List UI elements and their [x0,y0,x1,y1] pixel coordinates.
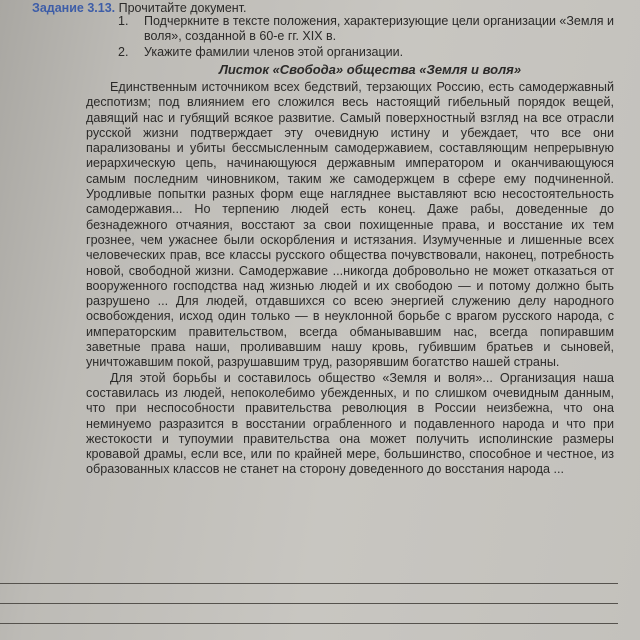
task-item-text: Укажите фамилии членов этой организации. [144,45,404,59]
task-item [118,14,623,44]
task-instruction: Прочитайте документ. [118,1,247,15]
task-number: Задание 3.13. [32,1,116,15]
document-title: Листок «Свобода» общества «Земля и воля» [218,62,522,77]
answer-line [0,623,618,624]
document-paragraph: Единственным источником всех бедствий, терзающих Россию, есть самодержавный деспотизм; под влиянием его сложился весь настоящий гибельный порядок вещей, давящий нас и губящий всякое развитие. Самый поверхностный взгляд на все отрасли русской жизни подтверждает эту очевидную истину и убеждает, что все они парализованы и убиты бессмысленным самодержавием, составляющим непрерывную иерархическую цепь, начинающуюся державным императором и оканчивающуюся самым последним чиновником, таким же самодержцем в сфере ему подчиненной. Уродливые попытки разных форм еще нагляднее выставляют всю несостоятельность самодержавия... Но терпению людей есть конец. Даже рабы, доведенные до безнадежного отчаяния, восстают за свои похищенные права, и восстание их тем грознее, чем ужаснее были оскорбления и истязания. Изумученные и лишенные всех человеческих прав, все классы русского общества почувствовали, наконец, потребность новой, свободной жизни. Самодержавие ...никогда добровольно не может отказаться от вооруженного господства над жизнью людей и их свободою — и потому должно быть разрушено ... Для людей, отдавшихся со всею энергией служению делу народного освобождения, исход один только — в неуклонной борьбе с врагом русского народа, с императорским правительством, всегда обманывавшим нас, всегда попиравшим заветные права наши, проливавшим нашу кровь, губившим братьев и сыновей, уничтожавшим покой, разрушавшим труд, разорявшим богатство нашей страны. [86,80,614,370]
task-item-number: 2. [118,45,129,59]
document-paragraph: Для этой борьбы и составилось общество «Земля и воля»... Организация наша составилась из людей, непоколебимо убежденных, и по слишком очевидным данным, что при неспособности правительства революция в России неизбежна, что она неминуемо разразится в восстании ограбленного и подавленного народа и что при жестокости и тупоумии правительства она может получить исполинские размеры кровавой драмы, если все, или по крайней мере, большинство, способное и честное, из образованных классов не станет на сторону доведенного до восстания народа ... [86,370,614,477]
task-item [118,45,623,60]
document-body [86,80,614,478]
task-item-number: 1. [118,14,129,28]
task-list [118,14,623,61]
task-item-text: Подчеркните в тексте положения, характеризующие цели организации «Земля и воля», созданной в 60-е гг. XIX в. [144,14,614,43]
answer-line [0,583,618,584]
answer-line [0,603,618,604]
